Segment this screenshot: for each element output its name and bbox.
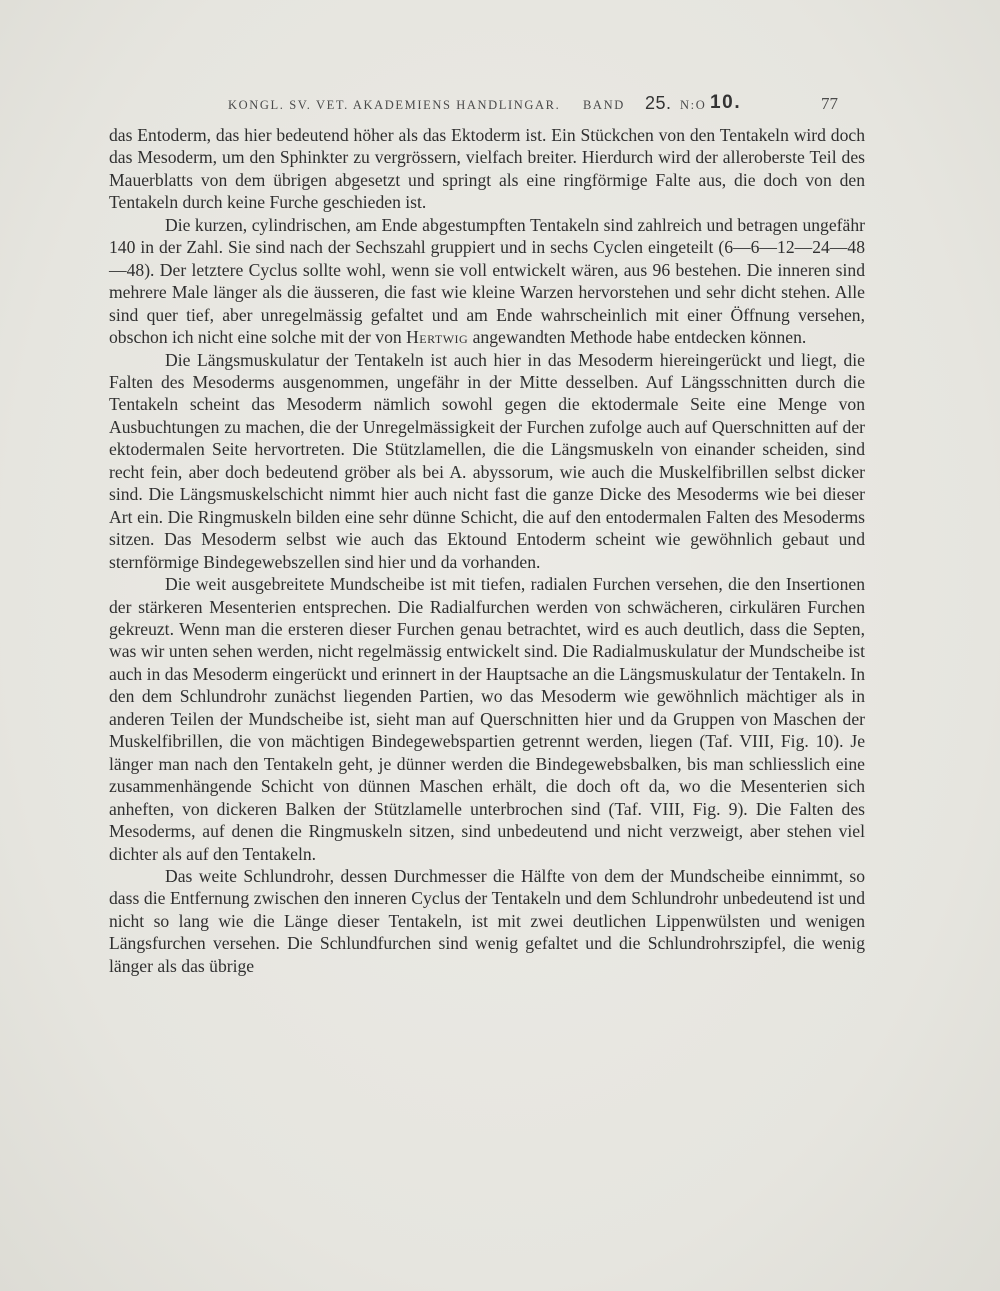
paragraph-text: Die kurzen, cylindrischen, am Ende abgestumpften Tentakeln sind zahlreich und betragen ungefähr 140 in der Zahl. Sie sind nach der Sechszahl gruppiert und in sechs Cyclen eingeteilt (6—6—12—24—48—48). Der letztere Cyclus sollte wohl, wenn sie voll entwickelt wären, aus 96 bestehen. Die inneren sind mehrere Male länger als die äusseren, die fast wie kleine Warzen hervorstehen und sehr dicht stehen. Alle sind quer tief, aber unregelmässig gefaltet und am Ende wahrscheinlich mit einer Öffnung versehen, obschon ich nicht eine solche mit der von xyxy=(109,214,865,348)
band-number: 25. xyxy=(645,93,672,113)
paragraph-1 xyxy=(109,124,865,214)
journal-title: KONGL. SV. VET. AKADEMIENS HANDLINGAR. xyxy=(228,98,561,112)
paragraph-5 xyxy=(109,865,865,977)
paragraph-text: Die Längsmuskulatur der Tentakeln ist auch hier in das Mesoderm hiereingerückt und liegt, die Falten des Mesoderms ausgenommen, ungefähr in der Mitte desselben. Auf Längsschnitten durch die Tentakeln scheint das Mesoderm nämlich sowohl gegen die ektodermale Seite eine Menge von Ausbuchtungen zu machen, die der Unregelmässigkeit der Furchen zufolge auch auf Querschnitten auf der ektodermalen Seite hervortreten. Die Stützlamellen, die die Längsmuskeln von einander scheiden, sind recht fein, aber doch bedeutend gröber als bei A. abyssorum, wie auch die Muskelfibrillen selbst dicker sind. Die Längsmuskelschicht nimmt hier auch nicht fast die ganze Dicke des Mesoderms wie bei dieser Art ein. Die Ringmuskeln bilden eine sehr dünne Schicht, die auf den entodermalen Falten des Mesoderms sitzen. Das Mesoderm selbst wie auch das Ektound Entoderm scheint wie gewöhnlich gebaut und sternförmige Bindegewebszellen sind hier und da vorhanden. xyxy=(109,349,865,572)
paragraph-text: angewandten Methode habe entdecken können. xyxy=(468,327,807,348)
paragraph-4 xyxy=(109,573,865,865)
paragraph-2 xyxy=(109,214,865,349)
author-name-hertwig: Hertwig xyxy=(406,327,469,348)
paragraph-text: Die weit ausgebreitete Mundscheibe ist mit tiefen, radialen Furchen versehen, die den Insertionen der stärkeren Mesenterien entsprechen. Die Radialfurchen werden von schwächeren, cirkulären Furchen gekreuzt. Wenn man die ersteren dieser Furchen genau betrachtet, wird es auch deutlich, dass die Septen, was wir unten sehen werden, nicht regelmässig entwickelt sind. Die Radialmuskulatur der Mundscheibe ist auch in das Mesoderm eingerückt und erinnert in der Hauptsache an die Längsmuskulatur der Tentakeln. In den dem Schlundrohr zunächst liegenden Partien, wo das Mesoderm wie gewöhnlich mächtiger als in anderen Teilen der Mundscheibe ist, sieht man auf Querschnitten hier und da Gruppen von Maschen der Muskelfibrillen, die von mächtigen Bindegewebspartien getrennt werden, liegen (Taf. VIII, Fig. 10). Je länger man nach den Tentakeln geht, je dünner werden die Bindegewebsbalken, bis man schliesslich eine zusammenhängende Schicht von dünnen Maschen erhält, die doch oft da, wo die Mesenterien sich anheften, von dickeren Balken der Stützlamelle unterbrochen sind (Taf. VIII, Fig. 9). Die Falten des Mesoderms, auf denen die Ringmuskeln sitzen, sind unbedeutend und nicht verzweigt, aber stehen viel dichter als auf den Tentakeln. xyxy=(109,574,865,864)
band-label: BAND xyxy=(583,98,625,112)
issue-number: 10. xyxy=(710,92,742,113)
paragraph-text: das Entoderm, das hier bedeutend höher als das Ektoderm ist. Ein Stückchen von den Tentakeln wird doch das Mesoderm, um den Sphinkter zu vergrössern, vielfach breiter. Hierdurch wird der alleroberste Teil des Mauerblatts von dem übrigen abgesetzt und springt als eine ringförmige Falte aus, die doch von den Tentakeln durch keine Furche geschieden ist. xyxy=(109,125,865,213)
paragraph-text: Das weite Schlundrohr, dessen Durchmesser die Hälfte von dem der Mundscheibe einnimmt, so dass die Entfernung zwischen den inneren Cyclus der Tentakeln und dem Schlundrohr unbedeutend ist und nicht so lang wie die Länge dieser Tentakeln, ist mit zwei deutlichen Lippenwülsten und wenigen Längsfurchen versehen. Die Schlundfurchen sind wenig gefaltet und die Schlundrohrszipfel, die wenig länger als das übrige xyxy=(109,865,865,976)
page-number: 77 xyxy=(821,94,838,113)
paragraph-3 xyxy=(109,349,865,574)
running-head xyxy=(228,94,838,118)
body-text xyxy=(109,124,865,977)
issue-label: N:O xyxy=(680,98,707,112)
